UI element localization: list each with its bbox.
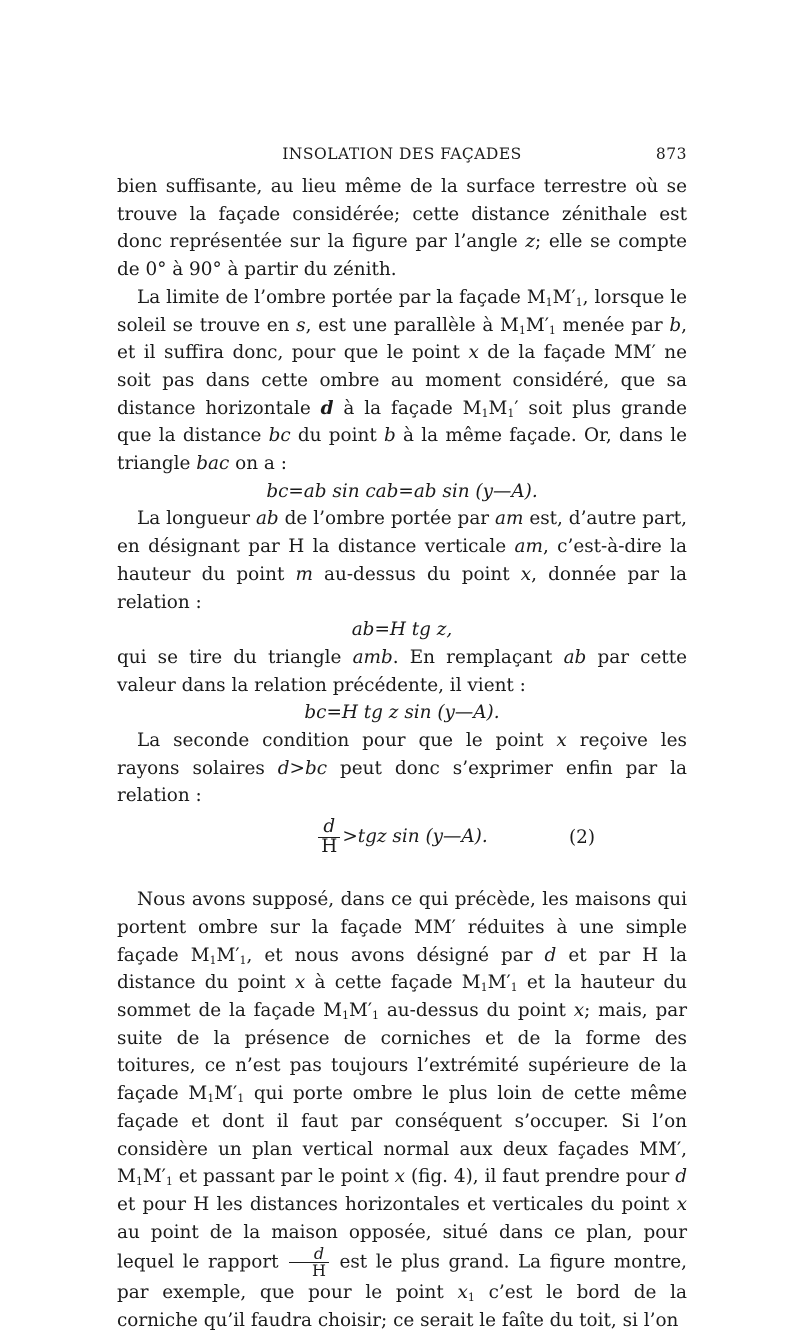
paragraph-6: Nous avons supposé, dans ce qui précède, les maisons qui portent ombre sur la façade MM′ réduites à une simple façade $M_1M'_1$, et nous avons désigné par d et par H la distance du point x à cette façade $M_1M'_1$ et la hauteur du sommet de la façade $M_1M'_1$ au-dessus du point x; mais, par suite de la présence de corniches et de la forme des toitures, ce n’est pas toujours l’extrémité supérieure de la façade $M_1M'_1$ qui porte ombre le plus loin de cette même façade et dont il faut par conséquent s’occuper. Si l’on considère un plan vertical normal aux deux façades MM′, $M_1M'_1$ et passant par le point x (fig. 4), il faut prendre pour d et pour H les distances horizontales et verticales du point x au point de la maison opposée, situé dans ce plan, pour lequel le rapport $\frac{d}{H}$ est le plus grand. La figure montre, par exemple, que pour le point $x_1$ c’est le bord de la corniche qu’il faudra choisir; ce serait le faîte du toit, si l’on	[117, 889, 687, 1332]
paragraph-2: La limite de l’ombre portée par la façade $M_1M'_1$, lorsque le soleil se trouve en s, est une parallèle à $M_1M'_1$ menée par b, et il suffira donc, pour que le point x de la façade MM′ ne soit pas dans cette ombre au moment considéré, que sa distance horizontale d à la façade $M_1M_1'$ soit plus grande que la distance bc du point b à la même façade. Or, dans le triangle bac on a :	[117, 286, 688, 475]
fraction-d-over-H: $\frac{d}{H}$	[318, 818, 340, 856]
running-title: INSOLATION DES FAÇADES	[282, 145, 522, 163]
paragraph-4: qui se tire du triangle amb. En remplaçant ab par cette valeur dans la relation précédente, il vient :	[117, 646, 687, 696]
paragraph-5: La seconde condition pour que le point x reçoive les rayons solaires d>bc peut donc s’exprimer enfin par la relation :	[117, 730, 688, 807]
paragraph-3: La longueur ab de l’ombre portée par am est, d’autre part, en désignant par H la distance verticale am, c’est-à-dire la hauteur du point m au-dessus du point x, donnée par la relation :	[117, 508, 687, 613]
running-header	[117, 143, 687, 173]
equation-3: bc=H tg z sin (y—A).	[304, 702, 500, 724]
paragraph-1: bien suffisante, au lieu même de la surface terrestre où se trouve la façade considérée; cette distance zénithale est donc représentée sur la figure par l’angle z; elle se compte de 0° à 90° à partir du zénith.	[117, 176, 687, 281]
page-number: 873	[655, 145, 687, 163]
book-page	[117, 143, 687, 1335]
equation-1: bc=ab sin cab=ab sin (y—A).	[266, 480, 538, 502]
equation-4: $\frac{d}{H}$ >tgz sin (y—A). (2)	[117, 810, 687, 872]
fraction-d-over-H-inline: $\frac{d}{H}$	[289, 1246, 329, 1279]
equation-2: ab=H tg z,	[351, 619, 453, 641]
equation-number: (2)	[568, 827, 595, 849]
